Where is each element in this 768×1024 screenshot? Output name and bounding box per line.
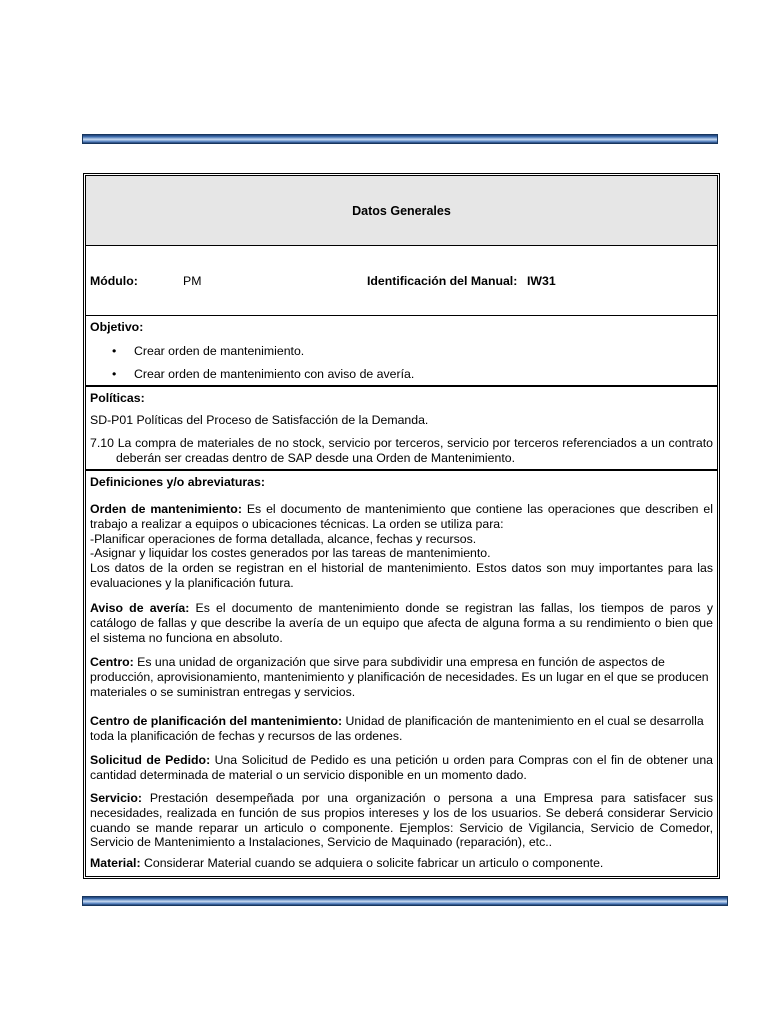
definition-term: Servicio: [90,791,142,805]
bottom-decorative-bar [82,896,728,906]
definition-orden [90,502,713,591]
bullet-icon: • [112,344,117,358]
objective-title: Objetivo: [90,320,144,334]
definition-aviso [90,601,713,645]
document-table [83,173,720,879]
definition-term: Centro de planificación del mantenimiento: [90,714,343,728]
policy-paragraph: 7.10 La compra de materiales de no stock, servicio por terceros, servicio por terceros referenciados a un contrato deberán ser creadas dentro de SAP desde una Orden de Mantenimiento. [90,436,713,465]
manual-label: Identificación del Manual: [367,274,518,288]
definition-text: -Planificar operaciones de forma detallada, alcance, fechas y recursos. [90,531,477,546]
module-value: PM [183,274,202,288]
definition-text: -Asignar y liquidar los costes generados por las tareas de mantenimiento. [90,546,491,561]
policies-section [86,387,717,471]
objective-section [86,316,717,387]
definition-term: Solicitud de Pedido: [90,753,211,767]
definition-term: Aviso de avería: [90,601,190,615]
policies-title: Políticas: [90,391,145,405]
definition-term: Centro: [90,655,134,669]
definition-text: Es una unidad de organización que sirve para subdividir una empresa en función de aspectos de producción, aprovisionamiento, mantenimiento y planificación de necesidades. Es un lugar en el que se producen materiales o se suministran entregas y servicios. [90,655,709,699]
top-decorative-bar [82,134,718,144]
definition-text: Considerar Material cuando se adquiera o solicite fabricar un articulo o componente. [140,856,604,870]
definition-centro-planificacion [90,714,713,744]
manual-value: IW31 [527,274,556,288]
definition-text: Es el documento de mantenimiento que contiene las operaciones que describen el trabajo a realizar a equipos o ubicaciones técnicas. La orden se utiliza para: [90,502,713,531]
module-row [86,246,717,316]
definition-material [90,856,713,871]
definition-text: Los datos de la orden se registran en el historial de mantenimiento. Estos datos son muy importantes para las evaluaciones y la planificación futura. [90,561,713,590]
definition-text: Es el documento de mantenimiento donde se registran las fallas, los tiempos de paros y catálogo de fallas y que describe la avería de un equipo que afecta de alguna forma a su rendimiento o bien que el sistema no funciona en absoluto. [90,601,713,645]
definitions-title: Definiciones y/o abreviaturas: [90,475,265,489]
definition-text: Prestación desempeñada por una organización o persona a una Empresa para satisfacer sus necesidades, realizada en función de sus propios intereses y los de los usuarios. Se deberá considerar Servicio cuando se mande reparar un articulo o componente. Ejemplos: Servicio de Vigilancia, Servicio de Comedor, Servicio de Mantenimiento a Instalaciones, Servicio de Maquinado (reparación), etc.. [90,791,713,850]
definition-servicio [90,791,713,850]
section-title: Datos Generales [352,203,451,218]
objective-item: Crear orden de mantenimiento con aviso de avería. [134,367,415,381]
definition-solicitud [90,753,713,783]
policy-paragraph: SD-P01 Políticas del Proceso de Satisfacción de la Demanda. [90,413,429,427]
definitions-section [86,471,717,879]
objective-item: Crear orden de mantenimiento. [134,344,305,358]
header-section [86,176,717,246]
definition-text: Unidad de planificación de mantenimiento en el cual se desarrolla toda la planificación de fechas y recursos de las ordenes. [90,714,704,743]
definition-term: Orden de mantenimiento: [90,502,242,516]
definition-term: Material: [90,856,141,870]
definition-text: Una Solicitud de Pedido es una petición u orden para Compras con el fin de obtener una cantidad determinada de material o un servicio disponible en un momento dado. [90,753,713,782]
definition-centro [90,655,713,699]
bullet-icon: • [112,367,117,381]
module-label: Módulo: [90,274,138,288]
